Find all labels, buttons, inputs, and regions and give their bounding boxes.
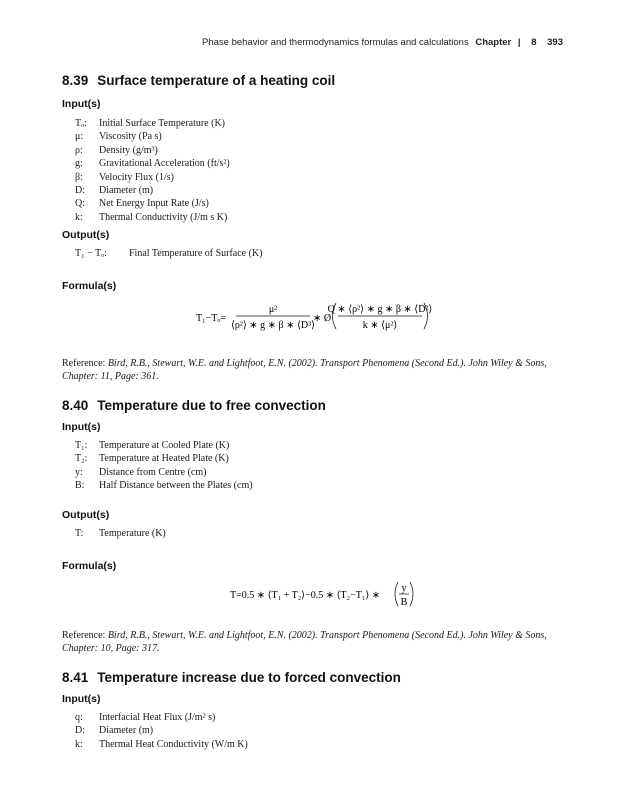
formula-fraction-numerator: Q ∗ ⟨ρ²⟩ ∗ g ∗ β ∗ ⟨D²⟩ [327, 304, 433, 315]
formula-lhs: T₁−Tₒ= [196, 313, 226, 324]
var-symbol: T₁: [75, 440, 88, 451]
list-item [75, 527, 166, 540]
var-symbol: D: [75, 185, 85, 197]
list-item [75, 247, 263, 260]
reference-label: Reference: [62, 630, 106, 641]
var-symbol: T: [75, 528, 84, 539]
list-item [75, 117, 230, 130]
var-symbol: β: [75, 171, 83, 183]
input-list [75, 117, 230, 224]
var-symbol: g: [75, 158, 83, 170]
formula-svg [230, 579, 420, 611]
formula-svg [196, 300, 436, 334]
input-heading: Input(s) [62, 693, 101, 705]
page-number: 393 [547, 37, 563, 48]
var-symbol: ρ: [75, 144, 83, 156]
reference [62, 629, 567, 656]
formula-operator: ∗ Ø [313, 313, 332, 324]
list-item [75, 184, 230, 197]
var-symbol: q: [75, 712, 83, 723]
formula-fraction-denominator: B [400, 597, 408, 608]
formula-free-convection [230, 579, 420, 614]
var-description: Thermal Conductivity (J/m s K) [99, 211, 228, 223]
list-item [75, 439, 253, 452]
list-item [75, 157, 230, 170]
section-title [62, 398, 326, 413]
right-paren [410, 582, 413, 606]
input-list [75, 711, 248, 751]
var-description: Temperature at Heated Plate (K) [99, 453, 229, 465]
var-symbol: k: [75, 211, 83, 223]
list-item [75, 738, 248, 751]
var-description: Temperature at Cooled Plate (K) [99, 440, 230, 451]
section-title [62, 670, 401, 685]
reference-citation: Bird, R.B., Stewart, W.E. and Lightfoot, E.N. (2002). Transport Phenomena (Second Ed.). John Wiley & Sons, Chapter: 10, Page: 317. [62, 630, 547, 655]
list-item [75, 479, 253, 492]
section-title-text: Temperature increase due to forced convection [97, 670, 401, 685]
section-number: 8.39 [62, 73, 89, 88]
output-heading: Output(s) [62, 229, 110, 241]
var-symbol: Tₒ: [75, 118, 87, 129]
list-item [75, 130, 230, 143]
section-title-text: Surface temperature of a heating coil [97, 73, 336, 88]
var-description: Distance from Centre (cm) [99, 466, 207, 478]
reference-label: Reference: [62, 358, 106, 369]
var-description: Thermal Heat Conductivity (W/m K) [99, 738, 248, 750]
var-description: Diameter (m) [99, 185, 154, 197]
formula-fraction-numerator: μ² [268, 304, 278, 315]
running-head [202, 37, 563, 48]
var-symbol: y: [75, 466, 83, 478]
reference-citation: Bird, R.B., Stewart, W.E. and Lightfoot, E.N. (2002). Transport Phenomena (Second Ed.). John Wiley & Sons, Chapter: 11, Page: 361. [62, 358, 547, 383]
section-title-text: Temperature due to free convection [97, 398, 326, 413]
section-number: 8.41 [62, 670, 89, 685]
var-symbol: μ: [75, 131, 84, 143]
output-list [75, 527, 166, 540]
var-symbol: T₁ − Tₒ: [75, 248, 107, 259]
list-item [75, 711, 248, 724]
header-separator: | [517, 37, 521, 48]
formula-fraction-denominator: k ∗ ⟨μ²⟩ [362, 320, 398, 331]
var-symbol: k: [75, 738, 83, 750]
section-number: 8.40 [62, 398, 89, 413]
left-paren [395, 582, 398, 606]
var-description: Initial Surface Temperature (K) [99, 118, 226, 129]
var-symbol: Q: [75, 198, 85, 210]
formula-lhs: T=0.5 ∗ ⟨T₁ + T₂⟩−0.5 ∗ ⟨T₂−T₁⟩ ∗ [230, 590, 381, 601]
chapter-label: Chapter [475, 37, 512, 48]
reference [62, 357, 567, 384]
input-heading: Input(s) [62, 421, 101, 433]
running-title: Phase behavior and thermodynamics formulas and calculations [202, 37, 469, 48]
list-item [75, 452, 253, 465]
output-list [75, 247, 263, 260]
output-heading: Output(s) [62, 509, 110, 521]
list-item [75, 724, 248, 737]
list-item [75, 144, 230, 157]
formula-fraction-denominator: ⟨ρ²⟩ ∗ g ∗ β ∗ ⟨D³⟩ [230, 320, 316, 331]
var-description: Diameter (m) [99, 725, 154, 737]
formula-surface-temperature [196, 300, 436, 337]
var-description: Temperature (K) [99, 528, 166, 539]
var-description: Final Temperature of Surface (K) [129, 248, 263, 259]
var-symbol: D: [75, 725, 85, 737]
var-description: Gravitational Acceleration (ft/s²) [99, 158, 230, 170]
var-symbol: T₂: [75, 453, 88, 465]
list-item [75, 466, 253, 479]
var-description: Net Energy Input Rate (J/s) [99, 198, 209, 210]
formula-fraction-numerator: y [401, 583, 407, 594]
chapter-number: 8 [531, 37, 537, 48]
var-description: Half Distance between the Plates (cm) [99, 480, 253, 492]
formula-heading: Formula(s) [62, 560, 117, 572]
var-description: Density (g/m³) [99, 144, 158, 156]
var-description: Viscosity (Pa s) [99, 131, 162, 143]
input-heading: Input(s) [62, 98, 101, 110]
input-list [75, 439, 253, 493]
var-description: Velocity Flux (1/s) [99, 171, 174, 183]
var-description: Interfacial Heat Flux (J/m² s) [99, 712, 216, 723]
formula-heading: Formula(s) [62, 280, 117, 292]
list-item [75, 171, 230, 184]
var-symbol: B: [75, 480, 85, 492]
section-title [62, 73, 335, 88]
list-item [75, 197, 230, 210]
list-item [75, 211, 230, 224]
